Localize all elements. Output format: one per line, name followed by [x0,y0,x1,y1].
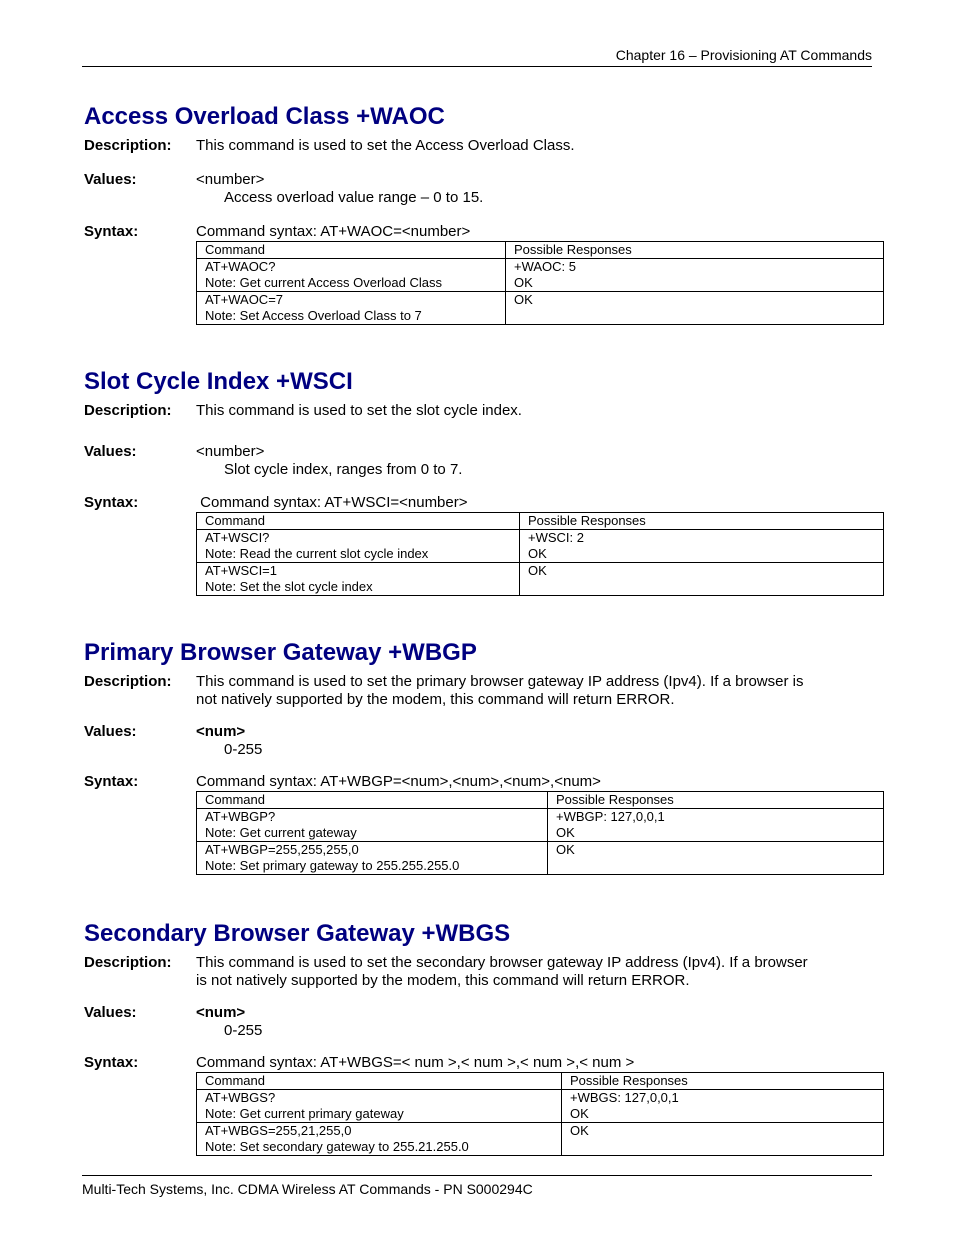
value-name: <num> [196,723,246,740]
response-cell: +WBGS: 127,0,0,1 OK [562,1090,884,1123]
syntax-text: Command syntax: AT+WSCI=<number> [196,494,468,511]
description-label: Description: [84,402,172,419]
table-row [197,259,884,292]
syntax-text: Command syntax: AT+WBGP=<num>,<num>,<num>,<num> [196,773,601,790]
section-title-wbgs: Secondary Browser Gateway +WBGS [84,920,511,947]
response-cell: +WBGP: 127,0,0,1 OK [548,809,884,842]
command-cell: AT+WBGS? Note: Get current primary gateway [197,1090,562,1123]
syntax-label: Syntax: [84,494,139,511]
value-description: 0-255 [224,741,263,758]
response-cell: +WSCI: 2 OK [520,530,884,563]
command-cell: AT+WBGP=255,255,255,0 Note: Set primary gateway to 255.255.255.0 [197,842,548,875]
table-header-row [197,792,884,809]
command-table-waoc [196,241,884,325]
column-header-command: Command [197,792,548,809]
command-cell: AT+WBGP? Note: Get current gateway [197,809,548,842]
command-cell: AT+WAOC? Note: Get current Access Overload Class [197,259,506,292]
table-header-row [197,242,884,259]
table-row [197,1090,884,1123]
column-header-responses: Possible Responses [548,792,884,809]
command-cell: AT+WSCI=1 Note: Set the slot cycle index [197,563,520,596]
syntax-label: Syntax: [84,1054,139,1071]
section-title-waoc: Access Overload Class +WAOC [84,103,445,130]
table-row [197,842,884,875]
section-title-wbgp: Primary Browser Gateway +WBGP [84,639,477,666]
footer-text: Multi-Tech Systems, Inc. CDMA Wireless AT Commands - PN S000294C [82,1181,533,1197]
page-header [82,47,872,67]
command-table-wsci [196,512,884,596]
description-text: This command is used to set the primary browser gateway IP address (Ipv4). If a browser is not natively supported by the modem, this command will return ERROR. [196,673,804,708]
value-name: <number> [196,443,265,460]
values-label: Values: [84,171,137,188]
description-label: Description: [84,137,172,154]
table-header-row [197,513,884,530]
values-label: Values: [84,443,137,460]
value-description: 0-255 [224,1022,263,1039]
chapter-title: Chapter 16 – Provisioning AT Commands [615,47,872,63]
table-row [197,809,884,842]
syntax-text: Command syntax: AT+WAOC=<number> [196,223,471,240]
description-text: This command is used to set the Access Overload Class. [196,137,575,154]
description-text: This command is used to set the secondary browser gateway IP address (Ipv4). If a browser is not natively supported by the modem, this command will return ERROR. [196,954,808,989]
command-cell: AT+WAOC=7 Note: Set Access Overload Class to 7 [197,292,506,325]
column-header-responses: Possible Responses [562,1073,884,1090]
column-header-command: Command [197,1073,562,1090]
section-title-wsci: Slot Cycle Index +WSCI [84,368,353,395]
column-header-command: Command [197,513,520,530]
command-cell: AT+WBGS=255,21,255,0 Note: Set secondary gateway to 255.21.255.0 [197,1123,562,1156]
response-cell: OK [548,842,884,875]
value-name: <num> [196,1004,246,1021]
table-row [197,1123,884,1156]
value-description: Access overload value range – 0 to 15. [224,189,484,206]
values-label: Values: [84,1004,137,1021]
syntax-text: Command syntax: AT+WBGS=< num >,< num >,< num >,< num > [196,1054,635,1071]
values-label: Values: [84,723,137,740]
response-cell: +WAOC: 5 OK [506,259,884,292]
syntax-label: Syntax: [84,223,139,240]
description-label: Description: [84,954,172,971]
column-header-responses: Possible Responses [520,513,884,530]
column-header-responses: Possible Responses [506,242,884,259]
table-row [197,292,884,325]
response-cell: OK [506,292,884,325]
response-cell: OK [562,1123,884,1156]
description-label: Description: [84,673,172,690]
table-header-row [197,1073,884,1090]
value-name: <number> [196,171,265,188]
column-header-command: Command [197,242,506,259]
command-table-wbgp [196,791,884,875]
description-text: This command is used to set the slot cycle index. [196,402,522,419]
syntax-label: Syntax: [84,773,139,790]
table-row [197,563,884,596]
response-cell: OK [520,563,884,596]
command-table-wbgs [196,1072,884,1156]
page-footer [82,1175,872,1197]
value-description: Slot cycle index, ranges from 0 to 7. [224,461,463,478]
command-cell: AT+WSCI? Note: Read the current slot cycle index [197,530,520,563]
table-row [197,530,884,563]
